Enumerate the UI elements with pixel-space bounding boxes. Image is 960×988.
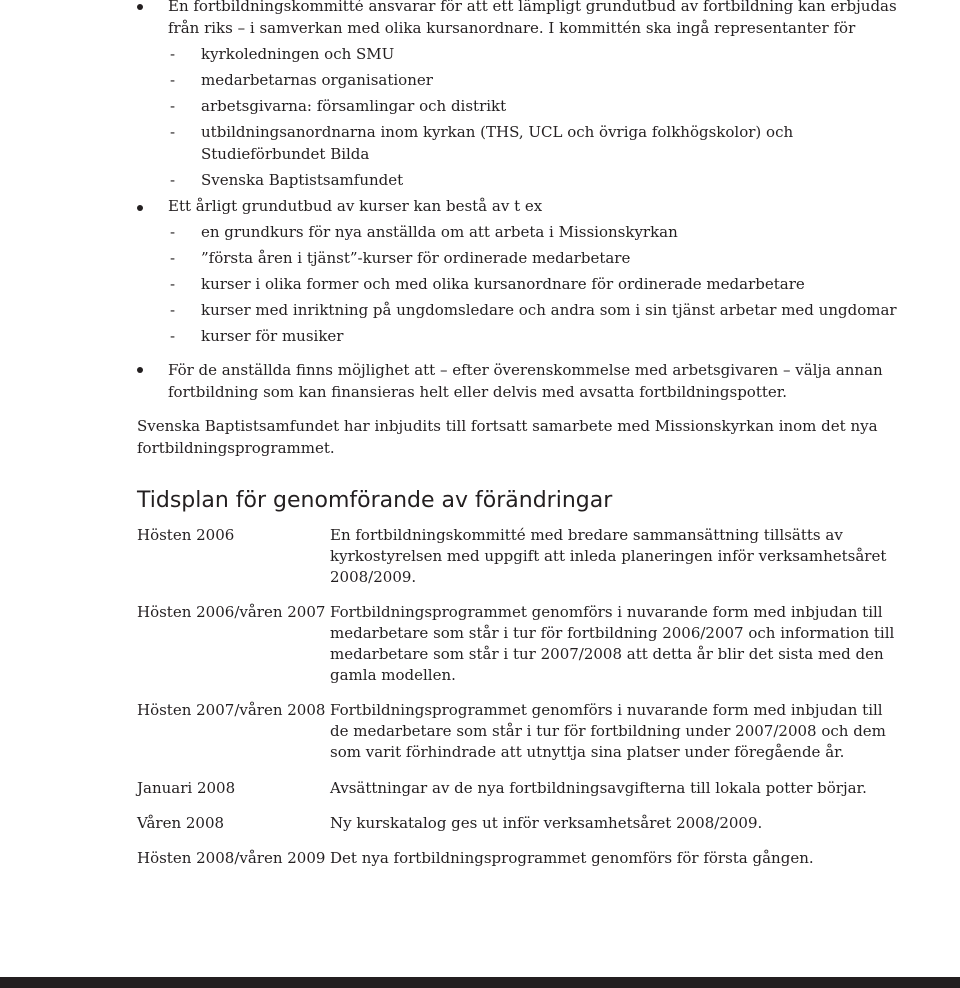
schedule-desc-line: Avsättningar av de nya fortbildningsavgifterna till lokala potter börjar. [330,779,867,797]
schedule-desc-line: kyrkostyrelsen med uppgift att inleda planeringen inför verksamhetsåret [330,547,887,565]
schedule-desc-line: 2008/2009. [330,568,417,586]
dash: - [170,223,176,241]
list-item: arbetsgivarna: församlingar och distrikt [201,97,507,115]
baptist-paragraph-line: Svenska Baptistsamfundet har inbjudits till fortsatt samarbete med Missionskyrkan inom det nya [137,417,878,435]
schedule-desc-line: de medarbetare som står i tur för fortbildning under 2007/2008 och dem [330,722,886,740]
dash: - [170,45,176,63]
list-item: utbildningsanordnarna inom kyrkan (THS, UCL och övriga folkhögskolor) och [201,123,794,141]
dash: - [170,97,176,115]
bullet-dot [137,205,143,211]
list-item: Svenska Baptistsamfundet [201,171,404,189]
list-item: kyrkoledningen och SMU [201,45,395,63]
schedule-date: Januari 2008 [137,779,236,797]
list-item: kurser för musiker [201,327,344,345]
list-item: ”första åren i tjänst”-kurser för ordinerade medarbetare [201,249,631,267]
baptist-paragraph-line: fortbildningsprogrammet. [137,439,335,457]
schedule-desc-line: gamla modellen. [330,666,456,684]
schedule-desc-line: Ny kurskatalog ges ut inför verksamhetsåret 2008/2009. [330,814,763,832]
schedule-desc-line: Fortbildningsprogrammet genomförs i nuvarande form med inbjudan till [330,701,883,719]
dash: - [170,249,176,267]
schedule-desc-line: medarbetare som står i tur 2007/2008 att detta år blir det sista med den [330,645,884,663]
dash: - [170,327,176,345]
employees-line: För de anställda finns möjlighet att – efter överenskommelse med arbetsgivaren – välja annan [168,361,883,379]
schedule-desc-line: Det nya fortbildningsprogrammet genomförs för första gången. [330,849,814,867]
courses-intro: Ett årligt grundutbud av kurser kan bestå av t ex [168,197,543,215]
footer-bar [0,977,960,988]
intro-line: En fortbildningskommitté ansvarar för att ett lämpligt grundutbud av fortbildning kan erbjudas [168,0,897,15]
list-item: medarbetarnas organisationer [201,71,433,89]
schedule-desc-line: medarbetare som står i tur för fortbildning 2006/2007 och information till [330,624,895,642]
intro-line: från riks – i samverkan med olika kursanordnare. I kommittén ska ingå representanter för [168,19,856,37]
schedule-desc-line: Fortbildningsprogrammet genomförs i nuvarande form med inbjudan till [330,603,883,621]
schedule-date: Hösten 2006/våren 2007 [137,603,326,621]
dash: - [170,171,176,189]
list-item: kurser med inriktning på ungdomsledare och andra som i sin tjänst arbetar med ungdomar [201,301,897,319]
list-item: kurser i olika former och med olika kursanordnare för ordinerade medarbetare [201,275,805,293]
schedule-date: Hösten 2008/våren 2009 [137,849,326,867]
bullet-dot [137,4,143,10]
bullet-dot [137,367,143,373]
dash: - [170,275,176,293]
schedule-desc-line: som varit förhindrade att utnyttja sina platser under föregående år. [330,743,845,761]
list-item: en grundkurs för nya anställda om att arbeta i Missionskyrkan [201,223,678,241]
list-item: Studieförbundet Bilda [201,145,370,163]
dash: - [170,123,176,141]
section-heading: Tidsplan för genomförande av förändringar [137,488,613,513]
schedule-date: Hösten 2006 [137,526,235,544]
employees-line: fortbildning som kan finansieras helt eller delvis med avsatta fortbildningspotter. [168,383,788,401]
dash: - [170,71,176,89]
schedule-desc-line: En fortbildningskommitté med bredare sammansättning tillsätts av [330,526,843,544]
schedule-date: Hösten 2007/våren 2008 [137,701,326,719]
dash: - [170,301,176,319]
schedule-date: Våren 2008 [137,814,225,832]
